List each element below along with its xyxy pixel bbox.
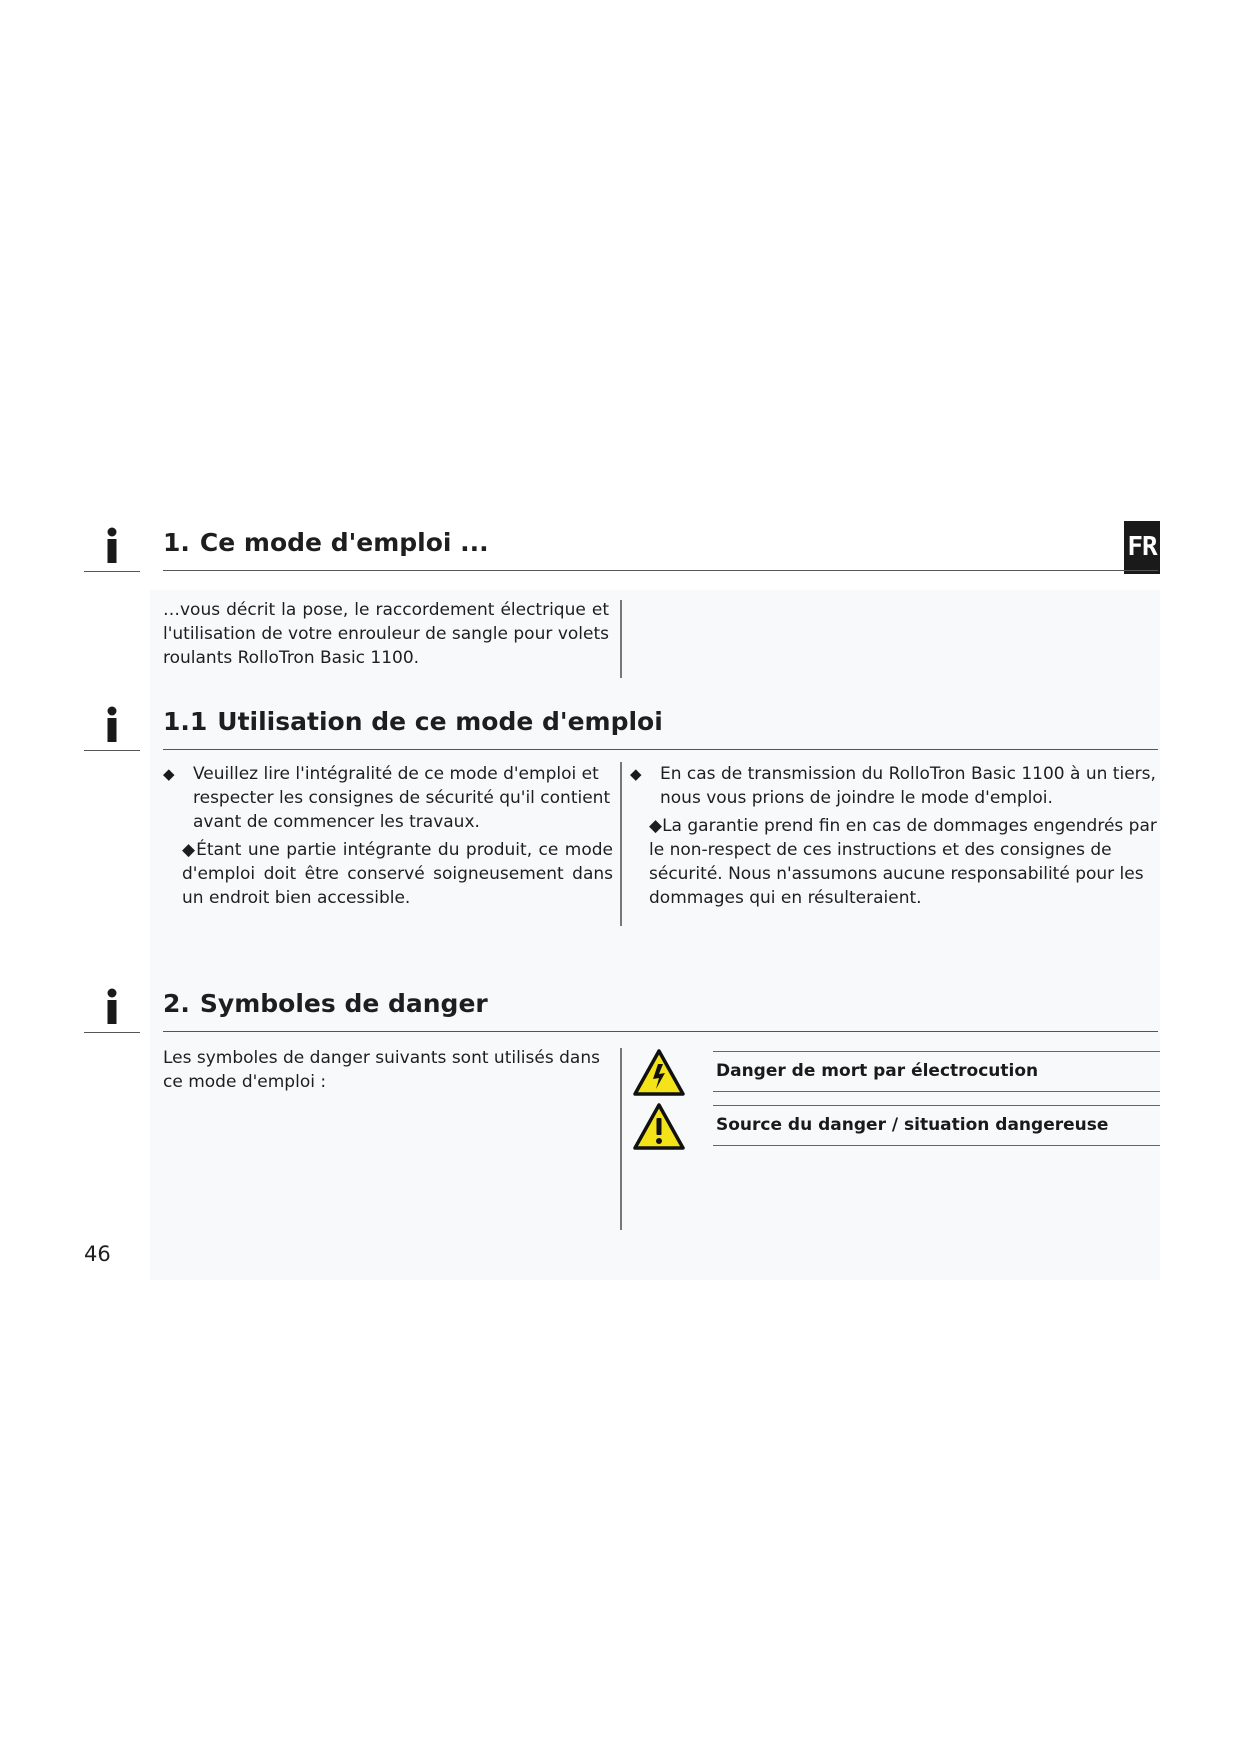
- section-number: 1.1: [163, 707, 208, 736]
- symbol-row-danger-source: [713, 1105, 1160, 1146]
- column-divider: [620, 600, 622, 678]
- section-title: Ce mode d'emploi ...: [199, 528, 489, 557]
- diamond-bullet-icon: ◆: [630, 765, 642, 783]
- column-divider: [620, 762, 622, 926]
- column-divider: [620, 1048, 622, 1230]
- section-title: Symboles de danger: [199, 989, 488, 1018]
- bullet-text: En cas de transmission du RolloTron Basic 1100 à un tiers, nous vous prions de joindre le mode d'emploi.: [660, 764, 1156, 808]
- info-icon: [84, 700, 140, 751]
- electric-hazard-icon: [632, 1048, 686, 1098]
- info-icon: [84, 982, 140, 1033]
- page-number: 46: [84, 1242, 111, 1266]
- info-icon: [84, 521, 140, 572]
- section-2-heading: [163, 982, 1158, 1032]
- symbol-row-electrocution: [713, 1051, 1160, 1092]
- section-1-text: …vous décrit la pose, le raccordement électrique et l'utilisation de votre enrouleur de sangle pour volets roulants RolloTron Basic 1100.: [163, 600, 609, 668]
- sub-text: ◆La garantie prend fin en cas de dommages engendrés par le non-respect de ces instructions et des consignes de sécurité. Nous n'assumons aucune responsabilité pour les dommages qui en résulteraient.: [649, 816, 1157, 908]
- section-1-heading: [163, 521, 1158, 571]
- bullet-text: Veuillez lire l'intégralité de ce mode d'emploi et respecter les consignes de sécurité qu'il contient avant de commencer les travaux.: [193, 764, 611, 832]
- section-number: 1.: [163, 528, 190, 557]
- warning-icon: [632, 1102, 686, 1152]
- sub-text: ◆Étant une partie intégrante du produit, ce mode d'emploi doit être conservé soigneusement dans un endroit bien accessible.: [182, 840, 613, 908]
- diamond-bullet-icon: ◆: [163, 765, 175, 783]
- section-2-text: Les symboles de danger suivants sont utilisés dans ce mode d'emploi :: [163, 1048, 600, 1092]
- symbol-label: Source du danger / situation dangereuse: [716, 1115, 1109, 1135]
- section-1-1-heading: [163, 700, 1158, 750]
- section-number: 2.: [163, 989, 190, 1018]
- language-badge: FR: [1124, 521, 1160, 574]
- symbol-label: Danger de mort par électrocution: [716, 1061, 1039, 1081]
- content-shade: [150, 590, 1160, 1280]
- section-title: Utilisation de ce mode d'emploi: [217, 707, 663, 736]
